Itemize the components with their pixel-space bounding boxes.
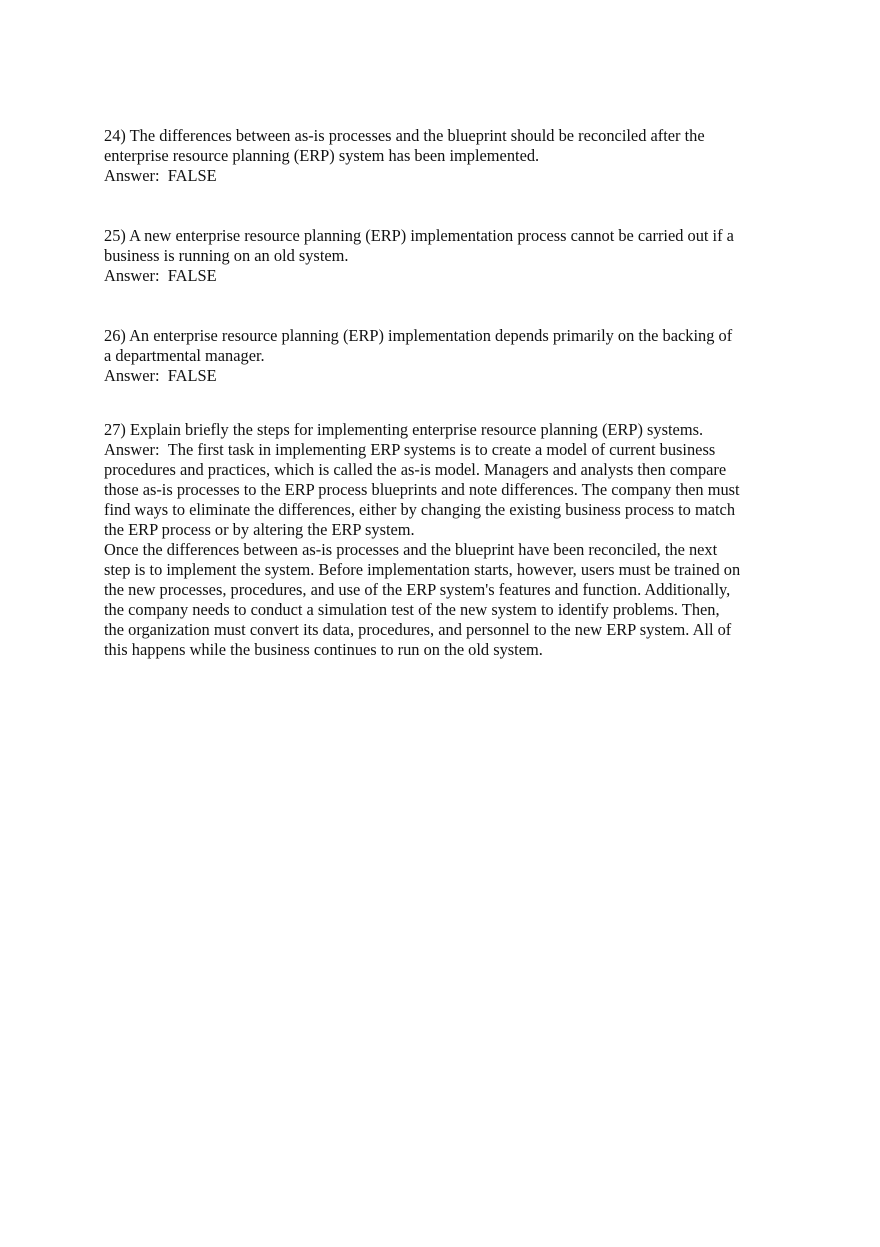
question-text-line: 27) Explain briefly the steps for implementing enterprise resource planning (ERP) systems.	[104, 420, 704, 439]
document-page	[104, 126, 784, 660]
question-number: 25)	[104, 226, 126, 245]
answer-line	[104, 266, 784, 286]
answer-label: Answer:	[104, 366, 160, 385]
question-26	[104, 326, 784, 420]
answer-text: The first task in implementing ERP systems is to create a model of current business	[167, 440, 716, 459]
question-text-line: enterprise resource planning (ERP) system has been implemented.	[104, 146, 540, 165]
question-text-line: 25) A new enterprise resource planning (ERP) implementation process cannot be carried out if a	[104, 226, 734, 245]
question-24	[104, 126, 784, 226]
question-number: 26)	[104, 326, 126, 345]
question-25	[104, 226, 784, 326]
answer-text-line: the new processes, procedures, and use of the ERP system's features and function. Additionally,	[104, 580, 731, 599]
answer-text-line: the organization must convert its data, procedures, and personnel to the new ERP system. All of	[104, 620, 732, 639]
answer-text-line: find ways to eliminate the differences, either by changing the existing business process to match	[104, 500, 736, 519]
answer-line	[104, 166, 784, 186]
answer-text-line: this happens while the business continues to run on the old system.	[104, 640, 543, 659]
question-27	[104, 420, 784, 660]
answer-value: FALSE	[167, 266, 217, 285]
answer-value: FALSE	[167, 166, 217, 185]
answer-text-line: those as-is processes to the ERP process blueprints and note differences. The company then must	[104, 480, 740, 499]
answer-text-line: the company needs to conduct a simulation test of the new system to identify problems. Then,	[104, 600, 720, 619]
question-text-line: a departmental manager.	[104, 346, 265, 365]
question-text-line: 26) An enterprise resource planning (ERP) implementation depends primarily on the backing of	[104, 326, 733, 345]
answer-text-line: procedures and practices, which is called the as-is model. Managers and analysts then compare	[104, 460, 727, 479]
answer-text-line: step is to implement the system. Before implementation starts, however, users must be trained on	[104, 560, 741, 579]
answer-line	[104, 440, 784, 460]
question-number: 27)	[104, 420, 126, 439]
answer-text-line: Once the differences between as-is processes and the blueprint have been reconciled, the next	[104, 540, 718, 559]
answer-label: Answer:	[104, 166, 160, 185]
question-number: 24)	[104, 126, 126, 145]
answer-label: Answer:	[104, 440, 160, 459]
answer-text-line: the ERP process or by altering the ERP system.	[104, 520, 415, 539]
answer-line	[104, 366, 784, 386]
question-text-line: 24) The differences between as-is processes and the blueprint should be reconciled after the	[104, 126, 705, 145]
question-text-line: business is running on an old system.	[104, 246, 349, 265]
answer-label: Answer:	[104, 266, 160, 285]
answer-value: FALSE	[167, 366, 217, 385]
